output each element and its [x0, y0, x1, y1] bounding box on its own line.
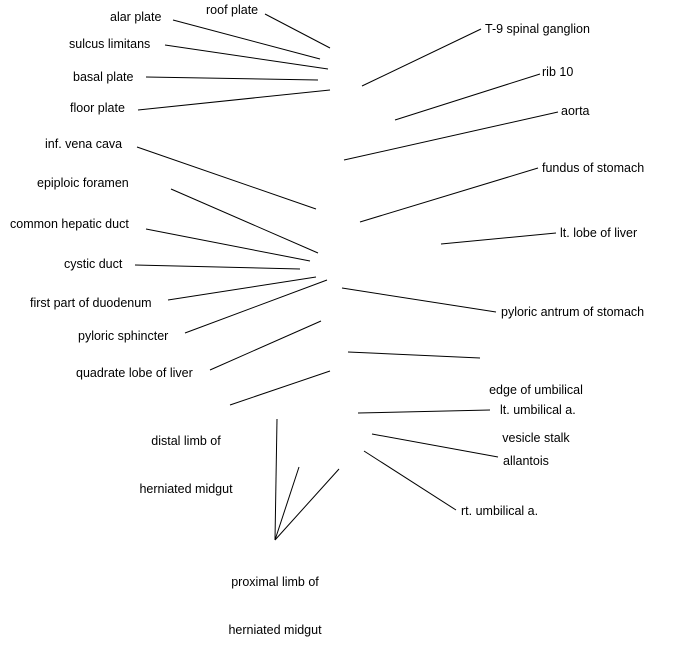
- label-edge-umbilical-line2: vesicle stalk: [502, 431, 570, 445]
- label-fundus-stomach: fundus of stomach: [542, 161, 645, 175]
- leader-cystic-duct: [135, 265, 300, 269]
- label-proximal-limb-line2: herniated midgut: [228, 623, 322, 637]
- label-common-hepatic-duct: common hepatic duct: [10, 217, 129, 231]
- leader-quadrate-lobe: [210, 321, 321, 370]
- leader-rib-10: [395, 74, 540, 120]
- label-cystic-duct: cystic duct: [64, 257, 123, 271]
- leader-alar-plate: [173, 20, 320, 59]
- label-pyloric-sphincter: pyloric sphincter: [78, 329, 169, 343]
- leader-basal-plate: [146, 77, 318, 80]
- label-t9-spinal-ganglion: T-9 spinal ganglion: [485, 22, 590, 36]
- leader-proximal-limb-b: [275, 467, 299, 540]
- label-epiploic-foramen: epiploic foramen: [37, 176, 129, 190]
- label-lt-umbilical-a: lt. umbilical a.: [500, 403, 576, 417]
- label-inf-vena-cava: inf. vena cava: [45, 137, 123, 151]
- leader-common-hepatic-duct: [146, 229, 310, 261]
- leader-lt-umbilical-a: [358, 410, 490, 413]
- label-aorta: aorta: [561, 104, 590, 118]
- label-allantois: allantois: [503, 454, 549, 468]
- leader-pyloric-antrum: [342, 288, 496, 312]
- leader-edge-umbilical: [348, 352, 480, 358]
- leader-epiploic-foramen: [171, 189, 318, 253]
- leader-sulcus-limitans: [165, 45, 328, 69]
- label-alar-plate: alar plate: [110, 10, 162, 24]
- label-distal-limb-line1: distal limb of: [151, 434, 221, 448]
- label-distal-limb-line2: herniated midgut: [139, 482, 233, 496]
- leader-t9-spinal-ganglion: [362, 29, 481, 86]
- leader-fundus-stomach: [360, 168, 538, 222]
- leader-proximal-limb-a: [275, 419, 277, 540]
- leader-proximal-limb-c: [275, 469, 339, 540]
- label-rib-10: rib 10: [542, 65, 574, 79]
- leader-floor-plate: [138, 90, 330, 110]
- label-edge-umbilical-line1: edge of umbilical: [489, 383, 583, 397]
- label-distal-limb: [126, 401, 246, 529]
- label-proximal-limb-line1: proximal limb of: [231, 575, 319, 589]
- leader-lt-lobe-liver: [441, 233, 556, 244]
- label-proximal-limb: [210, 542, 340, 670]
- label-first-part-duodenum: first part of duodenum: [30, 296, 152, 310]
- label-roof-plate: roof plate: [206, 3, 259, 17]
- label-rt-umbilical-a: rt. umbilical a.: [461, 504, 539, 518]
- leader-rt-umbilical-a: [364, 451, 456, 510]
- leader-roof-plate: [265, 14, 330, 48]
- leader-pyloric-sphincter: [185, 280, 327, 333]
- label-pyloric-antrum: pyloric antrum of stomach: [501, 305, 645, 319]
- label-basal-plate: basal plate: [73, 70, 134, 84]
- label-quadrate-lobe: quadrate lobe of liver: [76, 366, 193, 380]
- label-lt-lobe-liver: lt. lobe of liver: [560, 226, 638, 240]
- leader-first-part-duodenum: [168, 277, 316, 300]
- leader-distal-limb: [230, 371, 330, 405]
- leader-inf-vena-cava: [137, 147, 316, 209]
- leader-aorta: [344, 112, 558, 160]
- label-sulcus-limitans: sulcus limitans: [69, 37, 151, 51]
- label-floor-plate: floor plate: [70, 101, 125, 115]
